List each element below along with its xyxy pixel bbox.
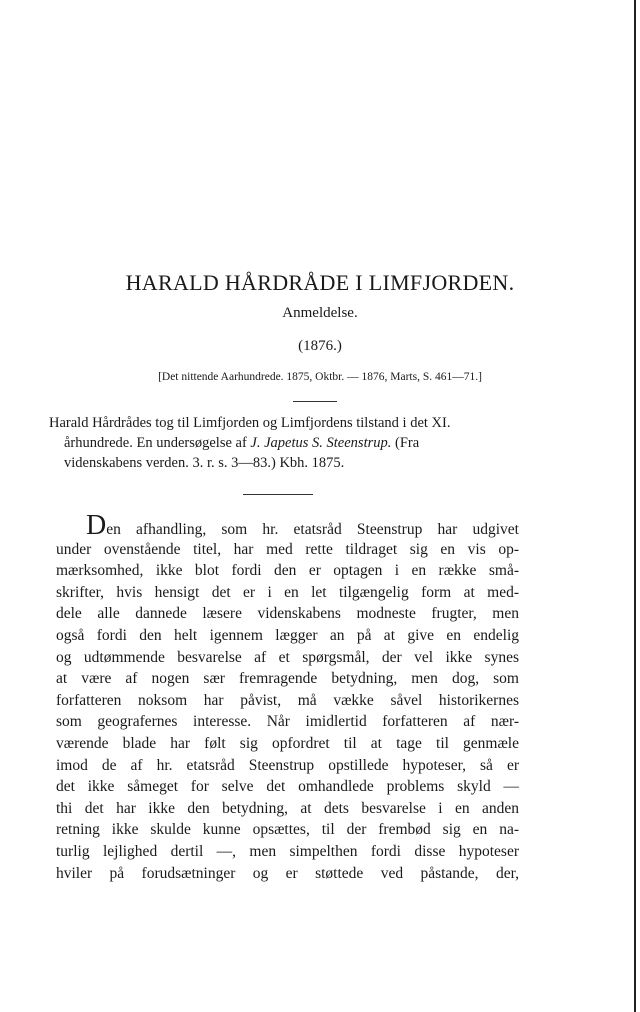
article-title: HARALD HÅRDRÅDE I LIMFJORDEN. (125, 270, 515, 295)
body-line: retning ikke skulde kunne opsættes, til der frembød sig en na- (56, 821, 519, 839)
body-line: turlig lejlighed dertil —, men simpelthen fordi disse hypoteser (56, 842, 519, 860)
body-line: imod de af hr. etatsråd Steenstrup opstillede hypoteser, så er (56, 756, 519, 774)
reviewed-work-citation (49, 413, 515, 473)
citation-text: (Fra (391, 435, 420, 451)
body-line: under ovenstående titel, har med rette tildraget sig en vis op- (56, 540, 519, 558)
divider-rule (243, 494, 313, 495)
drop-cap: D (86, 510, 107, 541)
body-line: skrifter, hvis hensigt det er i en let tilgængelig form at med- (56, 583, 519, 601)
page-edge (634, 0, 636, 1012)
body-line: dele alle dannede læsere videnskabens modneste frugter, men (56, 605, 519, 623)
body-line: også fordi den helt igennem lægger an på at give en endelig (56, 626, 519, 644)
body-line-text: en afhandling, som hr. etatsråd Steenstrup har udgivet (106, 521, 519, 538)
article-year: (1876.) (298, 338, 342, 354)
citation-text: århundrede. En undersøgelse af (64, 435, 251, 451)
body-line: værende blade har følt sig opfordret til at tage til genmæle (56, 734, 519, 752)
body-line: hviler på forudsætninger og er støttede ved påstande, der, (56, 864, 519, 882)
body-line: forfatteren noksom har påvist, må vække såvel historikernes (56, 691, 519, 709)
body-line (56, 510, 519, 541)
article-subtitle: Anmeldelse. (282, 305, 358, 321)
body-line: at være af nogen sær fremragende betydning, men dog, som (56, 670, 519, 688)
citation-line: Harald Hårdrådes tog til Limfjorden og Limfjordens tilstand i det XI. (49, 415, 451, 431)
publication-source: [Det nittende Aarhundrede. 1875, Oktbr. — 1876, Marts, S. 461—71.] (158, 371, 482, 383)
body-line: mærksomhed, ikke blot fordi den er optagen i en række små- (56, 562, 519, 580)
body-line: det ikke såmeget for selve det omhandlede problems skyld — (56, 778, 519, 796)
body-line: og udtømmende besvarelse af et spørgsmål, der vel ikke synes (56, 648, 519, 666)
body-line: som geografernes interesse. Når imidlertid forfatteren af nær- (56, 713, 519, 731)
citation-line (49, 433, 515, 453)
divider-rule (293, 401, 337, 402)
body-text (56, 510, 519, 884)
citation-line: videnskabens verden. 3. r. s. 3—83.) Kbh. 1875. (64, 455, 345, 471)
citation-author: J. Japetus S. Steenstrup. (250, 435, 392, 451)
body-line: thi det har ikke den betydning, at dets besvarelse i en anden (56, 799, 519, 817)
